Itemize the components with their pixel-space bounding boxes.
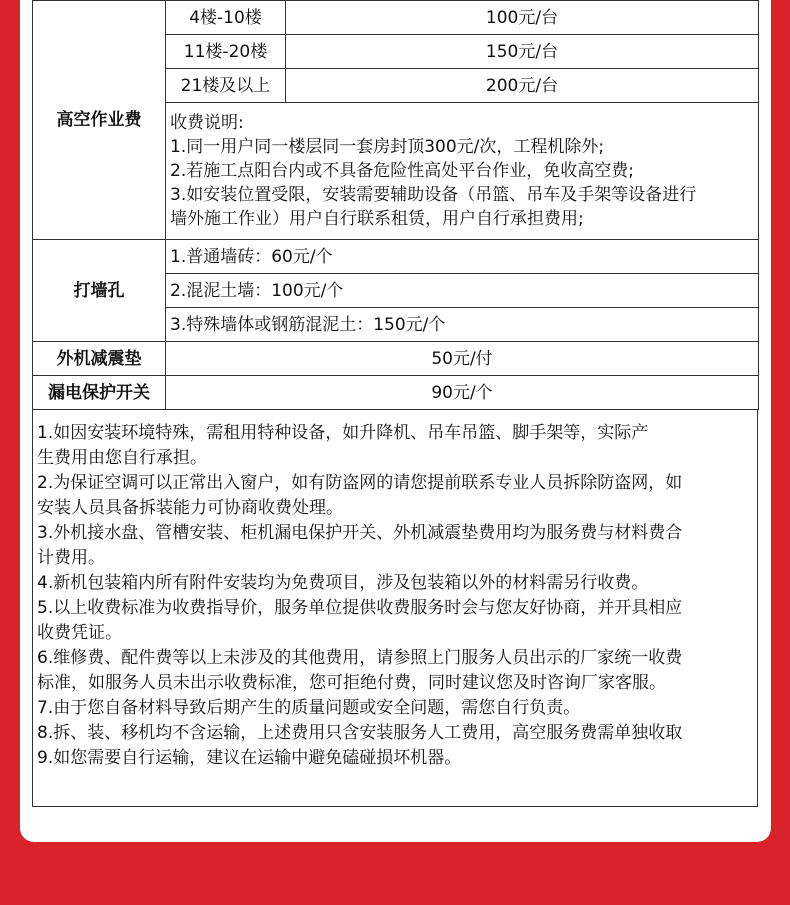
- wall-hole-item: 2.混泥土墙：100元/个: [166, 274, 759, 308]
- shock-pad-price: 50元/付: [166, 342, 759, 376]
- footer-note-line: 3.外机接水盘、管槽安装、柜机漏电保护开关、外机减震垫费用均为服务费与材料费合: [37, 523, 683, 543]
- notes-title: 收费说明:: [170, 113, 244, 133]
- floor-price: 150元/台: [286, 35, 759, 69]
- note-line: 2.若施工点阳台内或不具备危险性高处平台作业，免收高空费;: [170, 161, 634, 181]
- floor-price: 200元/台: [286, 69, 759, 103]
- floor-price: 100元/台: [286, 1, 759, 35]
- wall-hole-item: 3.特殊墙体或钢筋混泥土：150元/个: [166, 308, 759, 342]
- footer-note-line: 标准，如服务人员未出示收费标准，您可拒绝付费，同时建议您及时咨询厂家客服。: [37, 673, 666, 693]
- category-wall-hole: 打墙孔: [33, 240, 166, 342]
- category-leak-switch: 漏电保护开关: [33, 376, 166, 410]
- footer-note-line: 5.以上收费标准为收费指导价，服务单位提供收费服务时会与您友好协商，并开具相应: [37, 598, 683, 618]
- table-row: [33, 1, 759, 35]
- category-high-altitude: 高空作业费: [33, 1, 166, 240]
- footer-note-line: 8.拆、装、移机均不含运输，上述费用只含安装服务人工费用，高空服务费需单独收取: [37, 723, 683, 743]
- footer-note-line: 4.新机包装箱内所有附件安装均为免费项目，涉及包装箱以外的材料需另行收费。: [37, 573, 649, 593]
- footer-note-line: 7.由于您自备材料导致后期产生的质量问题或安全问题，需您自行负责。: [37, 698, 581, 718]
- note-line: 3.如安装位置受限，安装需要辅助设备（吊篮、吊车及手架等设备进行: [170, 185, 697, 205]
- category-shock-pad: 外机减震垫: [33, 342, 166, 376]
- floor-range: 11楼-20楼: [166, 35, 286, 69]
- footer-note-line: 1.如因安装环境特殊，需租用特种设备，如升降机、吊车吊篮、脚手架等，实际产: [37, 423, 649, 443]
- footer-note-line: 计费用。: [37, 548, 105, 568]
- floor-range: 4楼-10楼: [166, 1, 286, 35]
- fee-table: [32, 0, 759, 410]
- footer-notes: [32, 409, 758, 807]
- footer-note-line: 安装人员具备拆装能力可协商收费处理。: [37, 498, 343, 518]
- note-line: 墙外施工作业）用户自行联系租赁，用户自行承担费用;: [170, 209, 584, 229]
- wall-hole-item: 1.普通墙砖：60元/个: [166, 240, 759, 274]
- high-altitude-notes: [166, 103, 759, 240]
- note-line: 1.同一用户同一楼层同一套房封顶300元/次，工程机除外;: [170, 137, 605, 157]
- table-row: [33, 376, 759, 410]
- footer-note-line: 6.维修费、配件费等以上未涉及的其他费用，请参照上门服务人员出示的厂家统一收费: [37, 648, 683, 668]
- leak-switch-price: 90元/个: [166, 376, 759, 410]
- floor-range: 21楼及以上: [166, 69, 286, 103]
- footer-note-line: 2.为保证空调可以正常出入窗户，如有防盗网的请您提前联系专业人员拆除防盗网，如: [37, 473, 683, 493]
- footer-note-line: 收费凭证。: [37, 623, 122, 643]
- table-row: [33, 342, 759, 376]
- footer-note-line: 9.如您需要自行运输，建议在运输中避免磕碰损坏机器。: [37, 748, 462, 768]
- footer-note-line: 生费用由您自行承担。: [37, 448, 207, 468]
- table-row: [33, 240, 759, 274]
